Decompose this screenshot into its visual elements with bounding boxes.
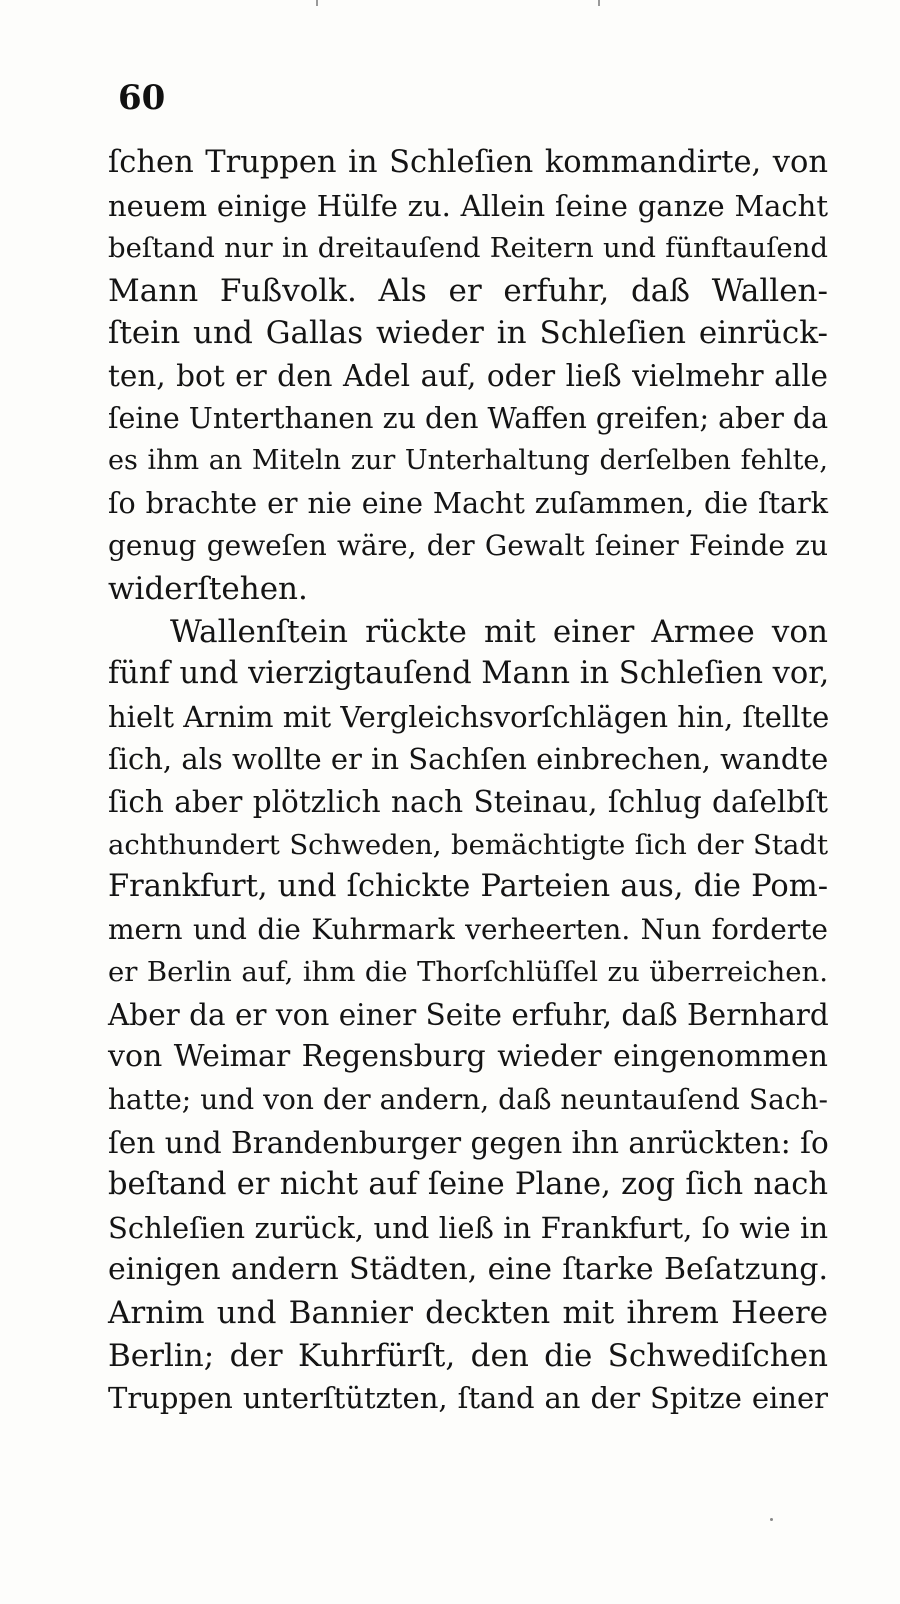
text-line: achthundert Schweden, bemächtigte ſich der Stadt <box>108 828 828 861</box>
text-line: Wallenſtein rückte mit einer Armee von <box>170 613 828 650</box>
text-line: mern und die Kuhrmark verheerten. Nun forderte <box>108 912 828 946</box>
text-line: Berlin; der Kuhrfürſt, den die Schwediſchen <box>108 1337 828 1374</box>
scan-mark <box>316 0 318 6</box>
text-line: widerſtehen. <box>108 570 308 607</box>
text-line: neuem einige Hülfe zu. Allein ſeine ganze Macht <box>108 188 828 223</box>
text-line: ſo brachte er nie eine Macht zuſammen, die ſtark <box>108 486 828 520</box>
text-line: beſtand er nicht auf ſeine Plane, zog ſich nach <box>108 1167 828 1203</box>
text-line: fünf und vierzigtauſend Mann in Schleſien vor, <box>108 656 830 692</box>
text-line: hatte; und von der andern, daß neuntauſend Sach- <box>108 1083 828 1117</box>
text-line: Schleſien zurück, und ließ in Frankfurt, ſo wie in <box>108 1210 828 1245</box>
body-text <box>108 142 828 1420</box>
text-line: Mann Fußvolk. Als er erfuhr, daß Wallen- <box>108 272 828 309</box>
text-line: er Berlin auf, ihm die Thorſchlüſſel zu überreichen. <box>108 956 828 989</box>
text-line: Frankfurt, und ſchickte Parteien aus, die Pom- <box>108 869 828 905</box>
text-line: von Weimar Regensburg wieder eingenommen <box>108 1039 828 1075</box>
text-line: ſen und Brandenburger gegen ihn anrückten: ſo <box>108 1125 829 1160</box>
text-line: Arnim und Bannier deckten mit ihrem Heere <box>108 1295 828 1332</box>
text-line: ſeine Unterthanen zu den Waffen greifen; aber da <box>108 401 829 435</box>
text-line: es ihm an Miteln zur Unterhaltung derſelben fehlte, <box>108 445 828 477</box>
text-line: genug geweſen wäre, der Gewalt ſeiner Feinde zu <box>108 529 828 563</box>
text-line: ſich aber plötzlich nach Steinau, ſchlug daſelbſt <box>108 784 828 819</box>
text-line: hielt Arnim mit Vergleichsvorſchlägen hin, ſtellte <box>108 699 830 734</box>
text-line: beſtand nur in dreitauſend Reitern und fünftauſend <box>108 232 828 265</box>
text-line: Truppen unterſtützten, ſtand an der Spitze einer <box>108 1381 828 1416</box>
text-line: ſtein und Gallas wieder in Schleſien einrück- <box>108 315 828 352</box>
paper-speck <box>770 1518 773 1521</box>
scan-mark <box>598 0 600 6</box>
page-number: 60 <box>118 78 166 118</box>
text-line: einigen andern Städten, eine ſtarke Beſatzung. <box>108 1252 828 1288</box>
text-line: ten, bot er den Adel auf, oder ließ vielmehr alle <box>108 358 828 393</box>
text-line: Aber da er von einer Seite erfuhr, daß Bernhard <box>108 997 829 1032</box>
text-line: ſich, als wollte er in Sachſen einbrechen, wandte <box>108 742 829 777</box>
text-line: ſchen Truppen in Schleſien kommandirte, von <box>108 145 828 180</box>
